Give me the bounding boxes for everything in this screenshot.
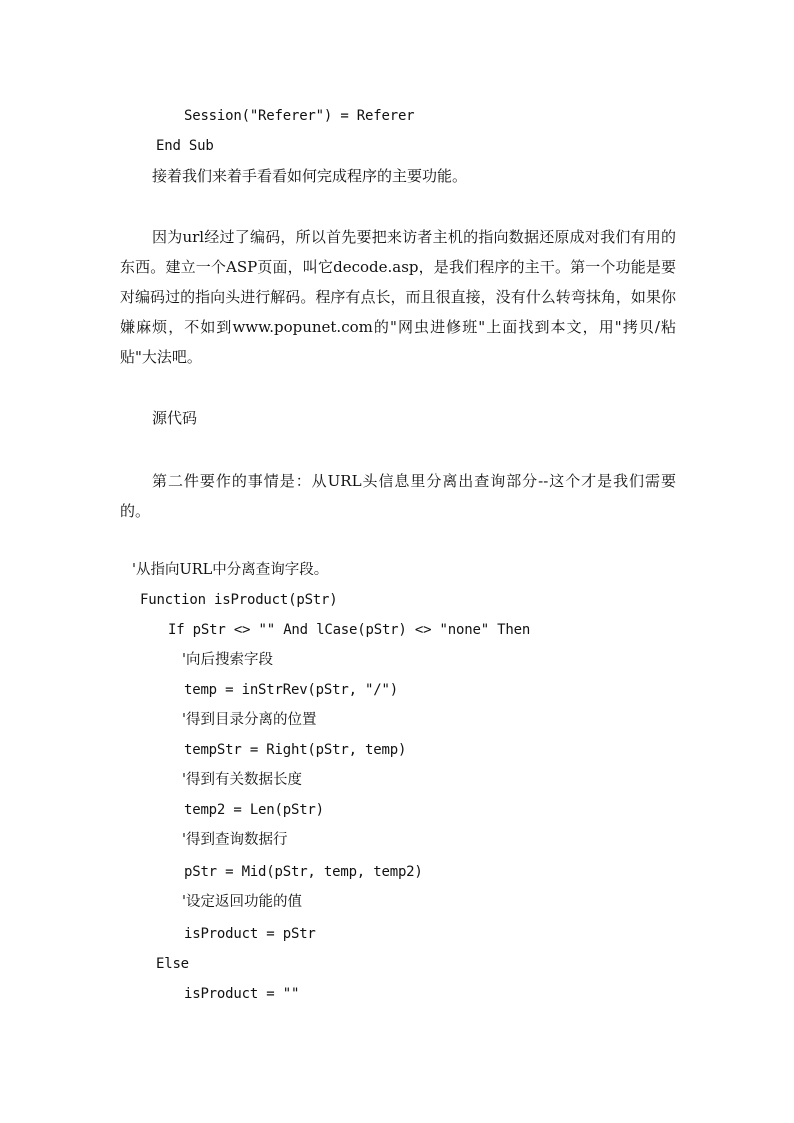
code-line-4: pStr = Mid(pStr, temp, temp2): [184, 864, 423, 880]
code-line-end-sub: End Sub: [156, 138, 214, 154]
paragraph-decode: 因为url经过了编码，所以首先要把来访者主机的指向数据还原成对我们有用的东西。建立一个ASP页面，叫它decode.asp，是我们程序的主干。第一个功能是要对编码过的指向头进行解码。程序有点长，而且很直接，没有什么转弯抹角，如果你嫌麻烦，不如到www.popunet.com的"网虫进修班"上面找到本文，用"拷贝/粘贴"大法吧。: [120, 228, 676, 366]
code-comment-5: '设定返回功能的值: [182, 894, 302, 910]
code-line-2: tempStr = Right(pStr, temp): [184, 742, 407, 758]
code-line-function: Function isProduct(pStr): [140, 592, 338, 608]
code-comment-2: '得到目录分离的位置: [182, 712, 317, 728]
code-comment-main: '从指向URL中分离查询字段。: [132, 562, 329, 578]
code-line-if: If pStr <> "" And lCase(pStr) <> "none" Then: [168, 622, 531, 638]
source-code-label: 源代码: [152, 409, 198, 427]
code-line-6: isProduct = "": [184, 986, 300, 1002]
code-comment-3: '得到有关数据长度: [182, 772, 302, 788]
code-line-session: Session("Referer") = Referer: [184, 108, 415, 124]
code-line-else: Else: [156, 956, 189, 972]
code-comment-4: '得到查询数据行: [182, 832, 288, 848]
code-line-1: temp = inStrRev(pStr, "/"): [184, 682, 398, 698]
code-line-3: temp2 = Len(pStr): [184, 802, 324, 818]
paragraph-second-task: 第二件要作的事情是：从URL头信息里分离出查询部分--这个才是我们需要的。: [120, 472, 676, 520]
code-line-5: isProduct = pStr: [184, 926, 316, 942]
paragraph-next-step: 接着我们来着手看看如何完成程序的主要功能。: [152, 167, 468, 185]
code-comment-1: '向后搜索字段: [182, 652, 273, 668]
